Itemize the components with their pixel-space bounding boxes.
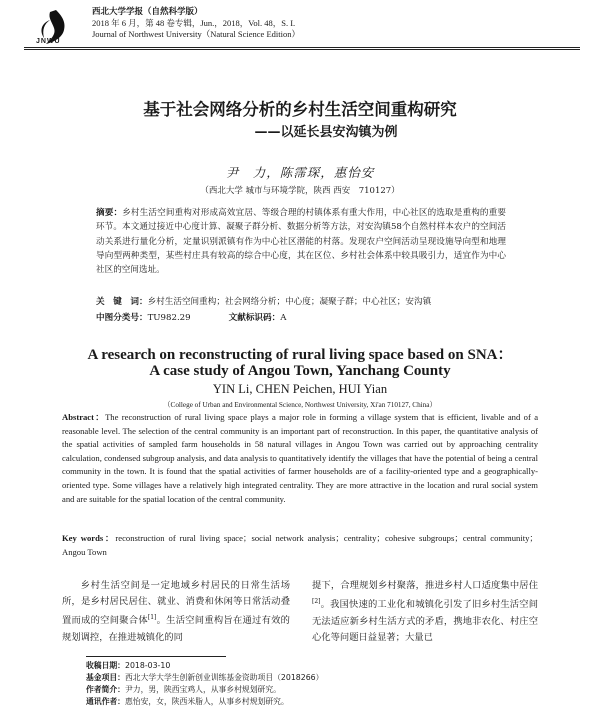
footnote-fund <box>86 672 323 684</box>
affiliation-cn: （西北大学 城市与环境学院，陕西 西安 710127） <box>200 186 400 196</box>
title-en-line1: A research on reconstructing of rural living space based on SNA： <box>87 347 513 363</box>
keywords-en-label: Key words： <box>62 533 116 543</box>
authors-cn: 尹 力，陈霈琛，惠怡安 <box>225 165 375 180</box>
journal-name-en: Journal of Northwest University（Natural Science Edition） <box>92 29 300 39</box>
header-rule-top <box>24 47 580 48</box>
author-text: 尹力，男，陕西宝鸡人，从事乡村规划研究。 <box>124 685 281 694</box>
body-left-text: 乡村生活空间是一定地域乡村居民的日常生活场所，是乡村居民居住、就业、消费和休闲等日常活动叠置而成的空间聚合体 <box>62 580 290 627</box>
body-right-text-2: 。我国快速的工业化和城镇化引发了旧乡村生活空间无法适应新乡村生活方式的矛盾，携地非农化、村庄空心化等问题日益显著；大量已 <box>312 599 538 643</box>
title-cn: 基于社会网络分析的乡村生活空间重构研究 <box>143 100 457 119</box>
abstract-en-text: The reconstruction of rural living space plays a major role in forming a village system that is efficient, livable and of a reasonable level. The selection of the central community is an important part of reconstruction. In this paper, the quantitative analysis of the spatial activities of sampled farm households in 58 natural villages in Angou Town was carried out by approaching centrality calculation, condensed subgroup analysis, and data analysis to quantitatively identify the villages that have the potential of being a central community in the town. It is found that the spatial activities of farmer households are of a facility-oriented type and a geographically-oriented type. Some villages have a relatively high integrated centrality. They are more attractive in the location and rural social system and are suitable for the spatial location of the central community. <box>62 412 539 504</box>
citation-1: [1] <box>147 614 157 622</box>
keywords-en <box>62 532 538 559</box>
footnote-author <box>86 684 281 696</box>
journal-issue: 2018 年 6 月，第 48 卷专辑，Jun.，2018，Vol. 48，S. I. <box>92 18 296 28</box>
header-rule-bottom <box>24 49 580 50</box>
clc-label: 中图分类号： <box>96 313 148 323</box>
abstract-en <box>62 411 538 506</box>
author-label: 作者简介： <box>86 685 125 694</box>
logo-text: JNWU <box>36 38 61 45</box>
received-date: 2018-03-10 <box>124 661 171 670</box>
keywords-cn <box>96 296 506 308</box>
doc-code-value: A <box>280 313 287 323</box>
keywords-en-text: reconstruction of rural living space；social network analysis；centrality；cohesive subgroups；central community；Angou Town <box>62 533 538 557</box>
doc-code-label: 文献标识码： <box>228 313 281 323</box>
corr-label: 通讯作者： <box>86 697 125 706</box>
abstract-en-label: Abstract： <box>62 412 106 422</box>
received-label: 收稿日期： <box>86 661 125 670</box>
keywords-cn-label: 关 键 词： <box>96 297 148 307</box>
footnote-received <box>86 660 170 672</box>
citation-2: [2] <box>312 598 321 606</box>
body-left-column <box>62 578 290 646</box>
footnote-rule <box>86 656 226 657</box>
clc-value: TU982.29 <box>147 313 191 323</box>
abstract-cn <box>96 206 506 277</box>
subtitle-cn: ——以延长县安沟镇为例 <box>254 125 398 140</box>
authors-en: YIN Li, CHEN Peichen, HUI Yian <box>212 382 388 396</box>
footnote-correspondence <box>86 696 289 708</box>
affiliation-en: （College of Urban and Environmental Science, Northwest University, Xi'an 710127, China） <box>163 401 437 409</box>
corr-text: 惠怡安，女，陕西米脂人，从事乡村规划研究。 <box>124 697 289 706</box>
keywords-cn-text: 乡村生活空间重构；社会网络分析；中心度；凝聚子群；中心社区；安沟镇 <box>147 297 432 307</box>
body-left-text-2: 。生活空间重构旨在通过有效的规划调控，在推进城镇化的同 <box>62 615 290 643</box>
classification <box>96 311 286 323</box>
body-right-text: 提下，合理规划乡村聚落，推进乡村人口适度集中居住 <box>312 580 538 591</box>
title-en-line2: A case study of Angou Town, Yanchang County <box>149 363 451 379</box>
abstract-cn-text: 乡村生活空间重构对形成高效宜居、等级合理的村镇体系有重大作用，中心社区的选取是重构的重要环节。本文通过接近中心度计算、凝聚子群分析、数据分析等方法，对安沟镇58个自然村样本农户的空间活动关系进行量化分析，定量识别派镇有作为中心社区潜能的村落。发现农户空间活动呈现设施导向型和地理导向型两种类型，某些村庄具有较高的综合中心度，其在区位、乡村社会体系中较具吸引力，适宜作为中心社区的空间选址。 <box>96 208 506 276</box>
body-right-column <box>312 578 538 646</box>
journal-name-cn: 西北大学学报（自然科学版） <box>92 7 203 17</box>
fund-label: 基金项目： <box>86 673 125 682</box>
abstract-cn-label: 摘要： <box>96 208 123 218</box>
fund-text: 西北大学大学生创新创业训练基金资助项目（2018266） <box>124 673 324 682</box>
